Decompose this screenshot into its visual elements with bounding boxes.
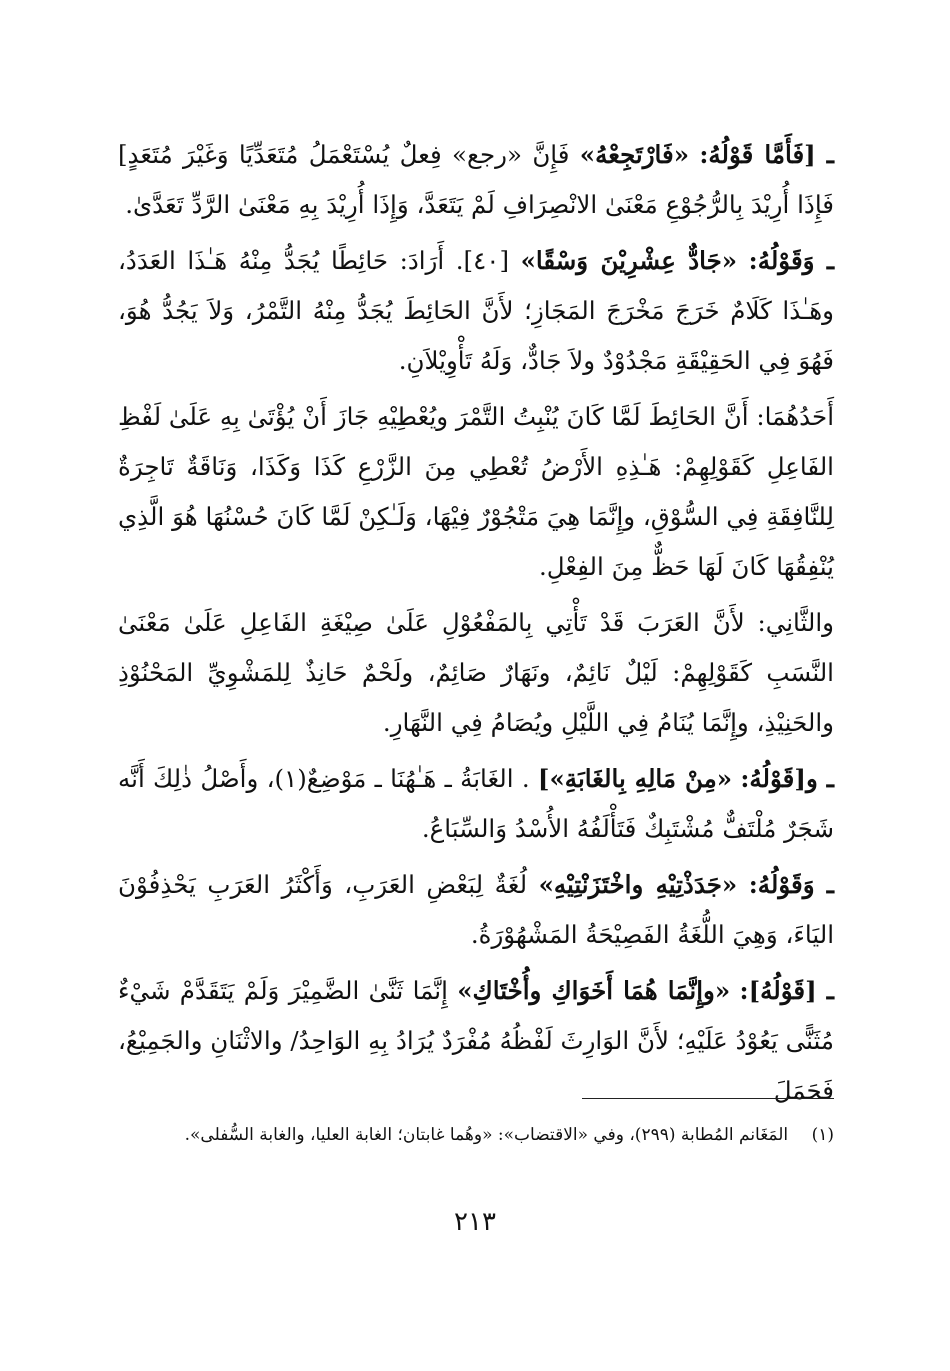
- paragraph: [118, 966, 834, 1116]
- paragraph-text: [٤٠]. أَرَادَ: حَائِطًا يُجَدُّ مِنْهُ هَـٰذَا العَدَدُ، وهَـٰذَا كَلَامٌ خَرَجَ مَخْرَجَ المَجَازِ؛ لأَنَّ الحَائِطَ يُجَدُّ مِنْهُ التَّمْرُ، وَلاَ يَجُدُّ هُوَ، فَهُوَ فِي الحَقِيْقَةِ مَجْدُوْدٌ ولاَ جَادٌّ، وَلَهُ تَأْوِيْلاَنِ.: [118, 246, 834, 375]
- paragraph-text: . الغَابَةُ ـ هَـٰهُنَا ـ مَوْضِعٌ(١)، وأَصْلُ ذٰلِكَ أَنَّه شَجَرٌ مُلْتَفٌّ مُشْتَبِكٌ فَتَأْلَفُهُ الأُسْدُ وَالسِّبَاعُ.: [118, 764, 834, 843]
- quoted-phrase: «مِنْ مَالِهِ بِالغَابَةِ»]: [537, 764, 733, 793]
- footnote-number: (١): [811, 1125, 834, 1145]
- quoted-phrase: «جَدَذْتِيْهِ واخْتَزَنْتِيْهِ»: [538, 870, 738, 899]
- paragraph-lead: ـ وَقَوْلُهُ:: [748, 246, 834, 275]
- paragraph-lead: ـ [قَوْلُهُ]:: [739, 976, 834, 1005]
- paragraph-text: فَإِنَّ «رجع» فِعلٌ يُسْتَعْمَلُ مُتَعَدِّيًا وَغَيْرَ مُتَعَدٍ] فَإِذَا أُرِيْدَ بِالرُّجُوْعِ مَعْنَىٰ الانْصِرَافِ لَمْ يَتَعَدَّ، وَإِذَا أُرِيْدَ بِهِ مَعْنَىٰ الرَّدِّ تَعَدَّىٰ.: [118, 140, 834, 219]
- paragraph-lead: ـ وَقَوْلُهُ:: [748, 870, 834, 899]
- paragraph-text: إِنَّمَا ثَنَّىٰ الضَّمِيْرَ وَلَمْ يَتَقَدَّمْ شَيْءٌ مُثَنًّى يَعُوْدُ عَلَيْهِ؛ لأَنَّ الوَارِثَ لَفْظُهُ مُفْرَدٌ يُرَادُ بِهِ الوَاحِدُ/ والاثْنَانِ والجَمِيْعُ، فَحَمَلَ: [118, 976, 834, 1105]
- quoted-phrase: «وإِنَّمَا هُمَا أَخَوَاكِ وأُخْتَاكِ»: [457, 976, 731, 1005]
- paragraph: [118, 598, 834, 748]
- footnote: [118, 1118, 834, 1152]
- paragraph-text: أَحَدُهُمَا: أَنَّ الحَائِطَ لَمَّا كَانَ يُنْبِتُ التَّمْرَ ويُعْطِيْهِ جَازَ أَنْ يُؤْتَىٰ بِهِ عَلَىٰ لَفْظِ الفَاعِلِ كَقَوْلِهِمْ: هَـٰذِهِ الأَرْضُ تُعْطِي مِنَ الزَّرْعِ كَذَا وَكَذَا، وَنَاقَةٌ تَاجِرَةٌ لِلنَّافِقَةِ فِي السُّوْقِ، وإِنَّمَا هِيَ مَتْجُوْرٌ فِيْهَا، وَلَـٰكِنْ لَمَّا كَانَ حُسْنُهَا هُوَ الَّذِي يُنْفِقُهَا كَانَ لَهَا حَظٌّ مِنَ الفِعْلِ.: [118, 402, 834, 581]
- paragraph: [118, 860, 834, 960]
- paragraph-text: لُغَةٌ لِبَعْضِ العَرَبِ، وَأَكْثَرُ العَرَبِ يَحْذِفُوْنَ اليَاءَ، وَهِيَ اللُّغَةُ الفَصِيْحَةُ المَشْهُوْرَةُ.: [118, 870, 834, 949]
- paragraph-lead: ـ و[قَوْلُهُ:: [740, 764, 834, 793]
- footnote-separator: [582, 1098, 834, 1099]
- paragraph: [118, 130, 834, 230]
- quoted-phrase: «فَارْتَجِعْهُ»: [579, 140, 690, 169]
- paragraph-text: والثَّانِي: لأَنَّ العَرَبَ قَدْ تَأْتِي بِالمَفْعُوْلِ عَلَىٰ صِيْغَةِ الفَاعِلِ عَلَىٰ مَعْنَىٰ النَّسَبِ كَقَوْلِهِمْ: لَيْلٌ نَائِمٌ، ونَهَارٌ صَائِمٌ، ولَحْمٌ حَانِذٌ لِلمَشْوِيِّ المَحْنُوْذِ والحَنِيْذِ، وإِنَّمَا يُنَامُ فِي اللَّيْلِ ويُصَامُ فِي النَّهَارِ.: [118, 608, 834, 737]
- paragraph-lead: ـ [فَأَمَّا قَوْلُهُ:: [699, 140, 834, 169]
- paragraph: [118, 754, 834, 854]
- paragraph: [118, 392, 834, 592]
- page-number: ٢١٣: [454, 1207, 496, 1237]
- paragraph: [118, 236, 834, 386]
- quoted-phrase: «جَادٌّ عِشْرِيْنَ وَسْقًا»: [520, 246, 738, 275]
- footnote-text: المَغَانم المُطابة (٢٩٩)، وفي «الاقتضاب»: «وهُما غابتان؛ الغابة العليا، والغابة السُّفلى».: [184, 1125, 789, 1145]
- main-text-block: [118, 130, 834, 1122]
